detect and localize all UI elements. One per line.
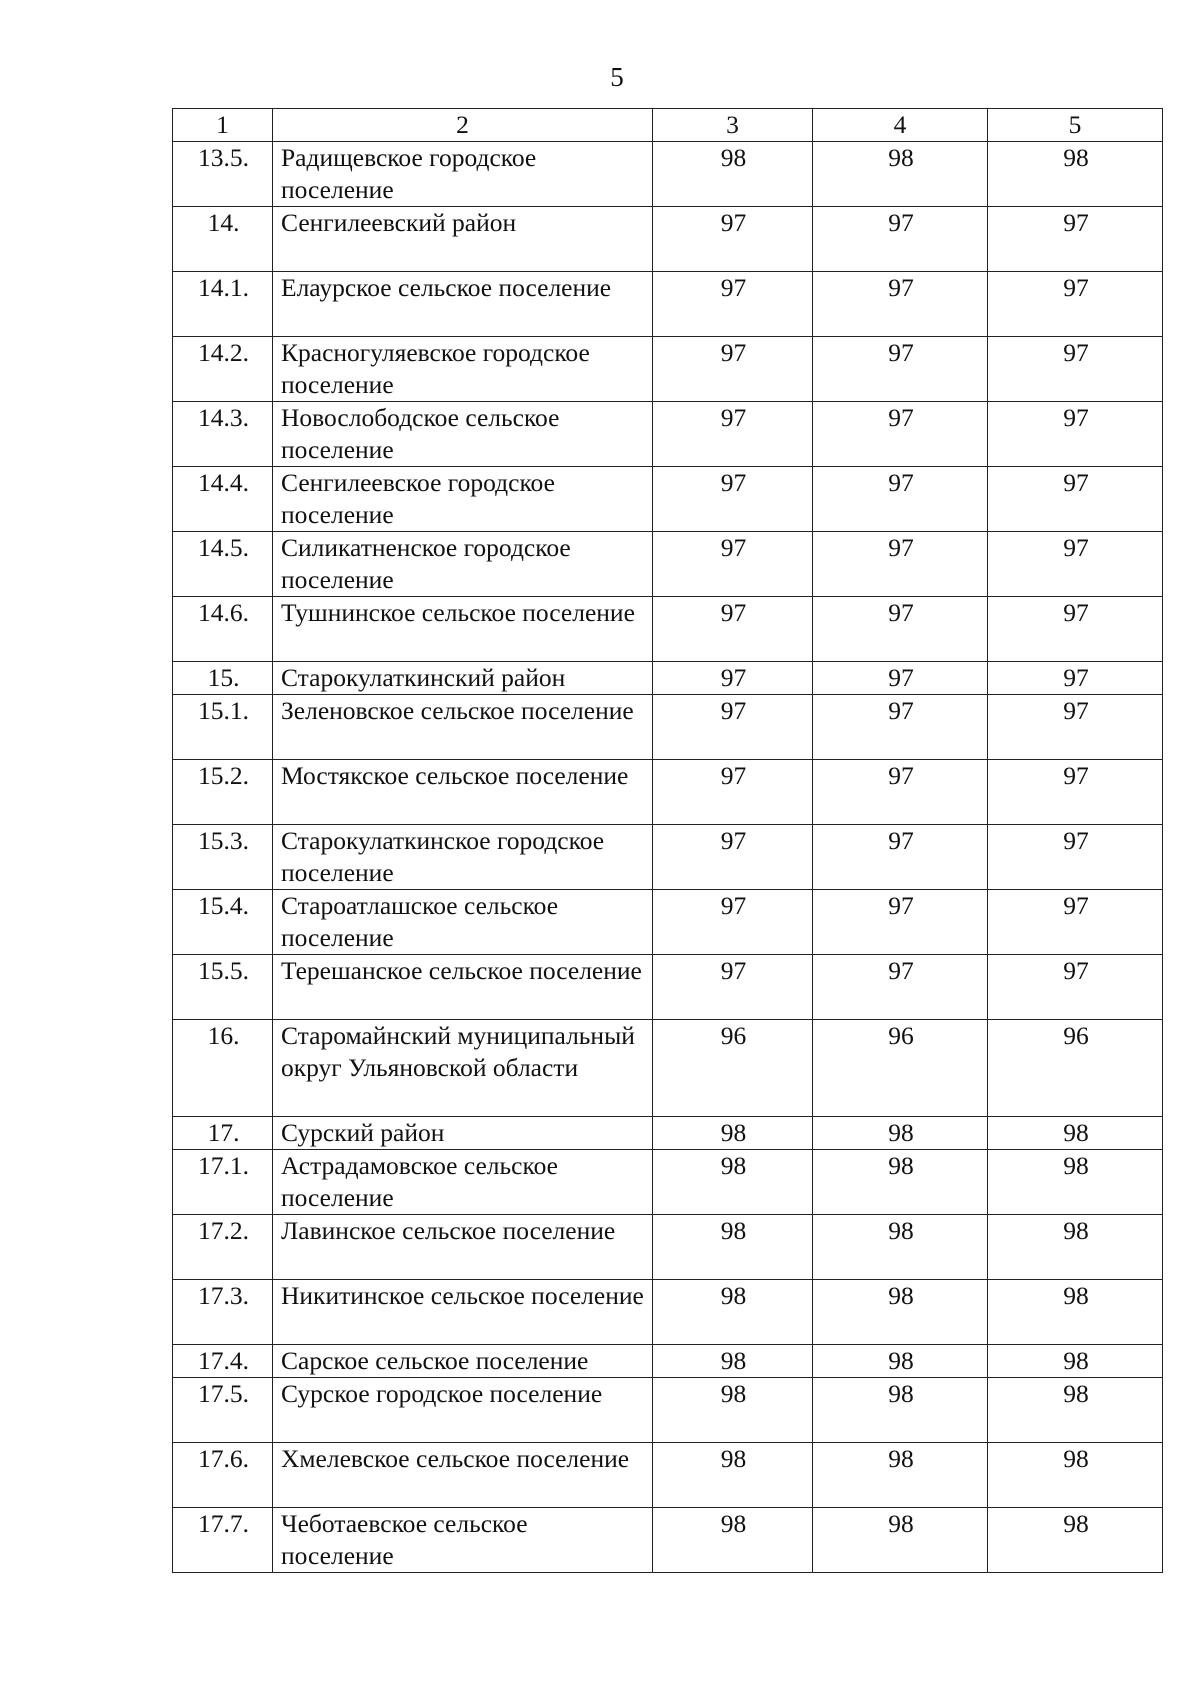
row-value-col3: 97: [653, 337, 813, 402]
header-row: [173, 109, 1163, 142]
row-name-cell: Тушнинское сельское поселение: [273, 597, 653, 662]
row-value-col5: 98: [988, 1150, 1163, 1215]
row-name-cell: Елаурское сельское поселение: [273, 272, 653, 337]
table-row: [173, 272, 1163, 337]
row-value-col4: 97: [813, 695, 988, 760]
row-value-col5: 98: [988, 1443, 1163, 1508]
row-value-col5: 97: [988, 695, 1163, 760]
table-row: [173, 1378, 1163, 1443]
table-row: [173, 1345, 1163, 1378]
row-name-cell: Силикатненское городское поселение: [273, 532, 653, 597]
row-name-cell: Мостякское сельское поселение: [273, 760, 653, 825]
row-value-col5: 97: [988, 402, 1163, 467]
row-name-cell: Хмелевское сельское поселение: [273, 1443, 653, 1508]
row-value-col4: 97: [813, 402, 988, 467]
row-value-col3: 98: [653, 142, 813, 207]
table-row: [173, 597, 1163, 662]
row-name-cell: Сенгилеевский район: [273, 207, 653, 272]
row-value-col5: 97: [988, 272, 1163, 337]
row-value-col3: 98: [653, 1378, 813, 1443]
table-row: [173, 1508, 1163, 1573]
row-number-cell: 15.5.: [173, 955, 273, 1020]
header-cell-2: 2: [273, 109, 653, 142]
table-row: [173, 760, 1163, 825]
row-value-col5: 98: [988, 1345, 1163, 1378]
data-table: [172, 108, 1163, 1573]
row-number-cell: 14.4.: [173, 467, 273, 532]
header-cell-3: 3: [653, 109, 813, 142]
row-name-cell: Старокулаткинский район: [273, 662, 653, 695]
table-row: [173, 955, 1163, 1020]
row-value-col3: 97: [653, 825, 813, 890]
row-value-col3: 97: [653, 890, 813, 955]
row-number-cell: 13.5.: [173, 142, 273, 207]
row-number-cell: 14.1.: [173, 272, 273, 337]
table-row: [173, 337, 1163, 402]
row-number-cell: 14.6.: [173, 597, 273, 662]
row-name-cell: Никитинское сельское поселение: [273, 1280, 653, 1345]
row-value-col3: 97: [653, 532, 813, 597]
row-value-col4: 97: [813, 597, 988, 662]
table-row: [173, 1150, 1163, 1215]
row-value-col5: 97: [988, 662, 1163, 695]
row-number-cell: 17.2.: [173, 1215, 273, 1280]
row-value-col5: 98: [988, 1117, 1163, 1150]
row-number-cell: 14.: [173, 207, 273, 272]
row-value-col5: 97: [988, 597, 1163, 662]
row-value-col3: 97: [653, 597, 813, 662]
table-row: [173, 1215, 1163, 1280]
row-value-col5: 97: [988, 890, 1163, 955]
row-value-col3: 98: [653, 1215, 813, 1280]
row-value-col4: 98: [813, 1215, 988, 1280]
table-row: [173, 1020, 1163, 1117]
table-row: [173, 402, 1163, 467]
row-value-col5: 97: [988, 955, 1163, 1020]
page-number: 5: [610, 62, 624, 92]
table-row: [173, 890, 1163, 955]
row-number-cell: 15.: [173, 662, 273, 695]
row-number-cell: 17.5.: [173, 1378, 273, 1443]
row-value-col4: 97: [813, 207, 988, 272]
row-value-col3: 97: [653, 760, 813, 825]
row-value-col5: 98: [988, 1508, 1163, 1573]
row-name-cell: Старомайнский муниципальный округ Ульяновской области: [273, 1020, 653, 1117]
row-value-col5: 97: [988, 337, 1163, 402]
row-number-cell: 17.1.: [173, 1150, 273, 1215]
header-cell-1: 1: [173, 109, 273, 142]
row-name-cell: Сурский район: [273, 1117, 653, 1150]
row-name-cell: Чеботаевское сельское поселение: [273, 1508, 653, 1573]
table-row: [173, 662, 1163, 695]
row-value-col3: 97: [653, 467, 813, 532]
row-value-col4: 98: [813, 1345, 988, 1378]
row-value-col4: 98: [813, 1443, 988, 1508]
row-number-cell: 15.4.: [173, 890, 273, 955]
row-name-cell: Зеленовское сельское поселение: [273, 695, 653, 760]
row-value-col3: 97: [653, 955, 813, 1020]
table-row: [173, 207, 1163, 272]
table-row: [173, 1443, 1163, 1508]
row-number-cell: 15.2.: [173, 760, 273, 825]
table-row: [173, 142, 1163, 207]
row-value-col3: 97: [653, 207, 813, 272]
row-number-cell: 16.: [173, 1020, 273, 1117]
row-value-col4: 97: [813, 760, 988, 825]
row-value-col5: 97: [988, 825, 1163, 890]
row-value-col3: 97: [653, 662, 813, 695]
row-value-col4: 97: [813, 662, 988, 695]
row-value-col3: 98: [653, 1508, 813, 1573]
row-value-col4: 97: [813, 955, 988, 1020]
table-row: [173, 1280, 1163, 1345]
table-row: [173, 695, 1163, 760]
row-value-col5: 98: [988, 142, 1163, 207]
row-name-cell: Терешанское сельское поселение: [273, 955, 653, 1020]
row-value-col4: 98: [813, 1378, 988, 1443]
row-name-cell: Сурское городское поселение: [273, 1378, 653, 1443]
row-value-col4: 98: [813, 1117, 988, 1150]
row-value-col4: 98: [813, 1508, 988, 1573]
row-number-cell: 15.3.: [173, 825, 273, 890]
row-value-col4: 97: [813, 890, 988, 955]
row-value-col4: 98: [813, 1280, 988, 1345]
row-value-col3: 98: [653, 1345, 813, 1378]
row-value-col4: 96: [813, 1020, 988, 1117]
table-row: [173, 825, 1163, 890]
row-name-cell: Астрадамовское сельское поселение: [273, 1150, 653, 1215]
row-value-col4: 97: [813, 337, 988, 402]
row-value-col5: 97: [988, 532, 1163, 597]
row-name-cell: Староатлашское сельское поселение: [273, 890, 653, 955]
row-value-col4: 97: [813, 467, 988, 532]
row-value-col4: 97: [813, 825, 988, 890]
row-number-cell: 17.4.: [173, 1345, 273, 1378]
table-row: [173, 467, 1163, 532]
row-number-cell: 14.5.: [173, 532, 273, 597]
row-number-cell: 17.3.: [173, 1280, 273, 1345]
row-value-col5: 98: [988, 1378, 1163, 1443]
row-value-col3: 96: [653, 1020, 813, 1117]
row-name-cell: Сенгилеевское городское поселение: [273, 467, 653, 532]
row-number-cell: 17.: [173, 1117, 273, 1150]
header-cell-4: 4: [813, 109, 988, 142]
row-value-col4: 98: [813, 1150, 988, 1215]
table-row: [173, 532, 1163, 597]
row-name-cell: Радищевское городское поселение: [273, 142, 653, 207]
row-value-col3: 98: [653, 1117, 813, 1150]
row-number-cell: 17.7.: [173, 1508, 273, 1573]
row-number-cell: 17.6.: [173, 1443, 273, 1508]
row-value-col3: 97: [653, 695, 813, 760]
row-value-col3: 97: [653, 402, 813, 467]
row-number-cell: 14.2.: [173, 337, 273, 402]
row-number-cell: 15.1.: [173, 695, 273, 760]
row-value-col3: 98: [653, 1280, 813, 1345]
row-value-col4: 97: [813, 532, 988, 597]
row-name-cell: Лавинское сельское поселение: [273, 1215, 653, 1280]
row-value-col3: 98: [653, 1150, 813, 1215]
row-value-col5: 96: [988, 1020, 1163, 1117]
row-value-col5: 98: [988, 1215, 1163, 1280]
row-value-col5: 98: [988, 1280, 1163, 1345]
row-value-col5: 97: [988, 467, 1163, 532]
row-value-col3: 97: [653, 272, 813, 337]
row-name-cell: Красногуляевское городское поселение: [273, 337, 653, 402]
row-name-cell: Новослободское сельское поселение: [273, 402, 653, 467]
row-value-col5: 97: [988, 207, 1163, 272]
row-value-col4: 97: [813, 272, 988, 337]
row-name-cell: Сарское сельское поселение: [273, 1345, 653, 1378]
table-row: [173, 1117, 1163, 1150]
row-value-col5: 97: [988, 760, 1163, 825]
row-value-col3: 98: [653, 1443, 813, 1508]
row-number-cell: 14.3.: [173, 402, 273, 467]
row-name-cell: Старокулаткинское городское поселение: [273, 825, 653, 890]
row-value-col4: 98: [813, 142, 988, 207]
header-cell-5: 5: [988, 109, 1163, 142]
